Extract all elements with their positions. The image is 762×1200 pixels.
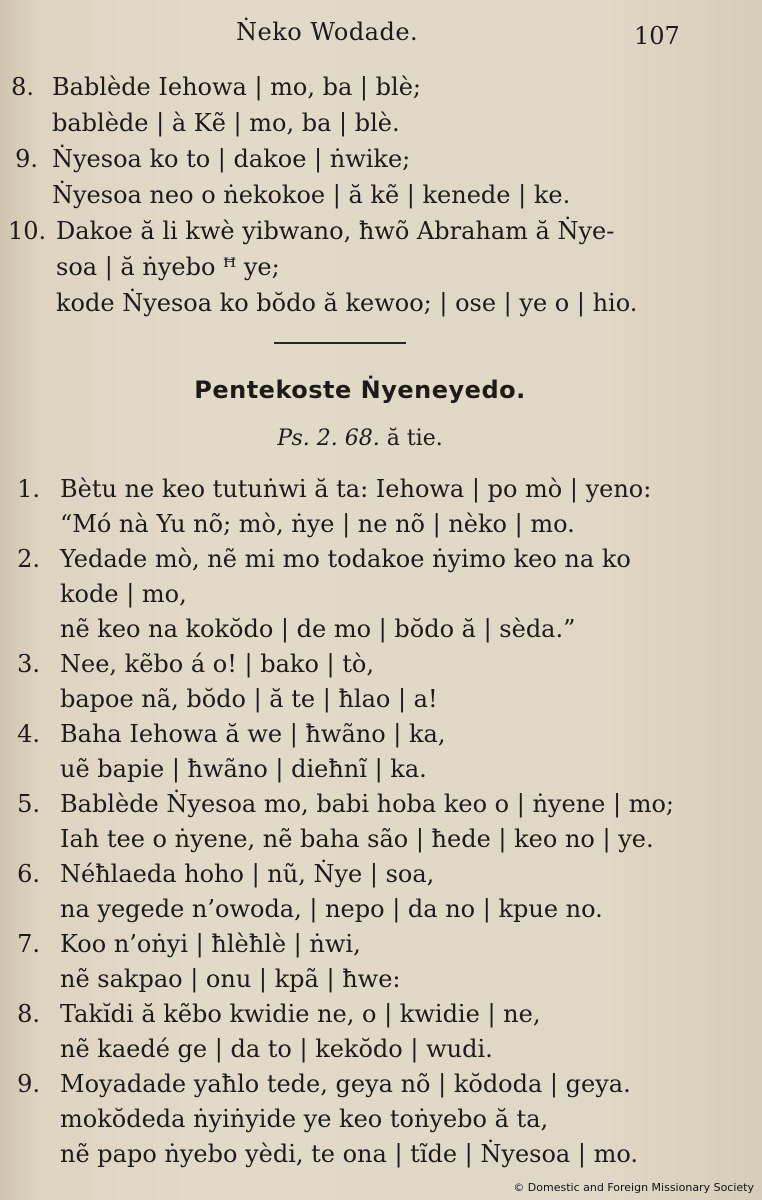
- verse-line: nẽ kaedé ge | da to | kekŏdo | wudi.: [60, 1035, 493, 1063]
- verse-line: Bablède Iehowa | mo, ba | blè;: [52, 73, 421, 101]
- verse-line: Koo n’oṅyi | ħlèħlè | ṅwi,: [60, 930, 361, 958]
- verse-number: 6.: [17, 860, 40, 888]
- verse-line: kode | mo,: [60, 580, 187, 608]
- verse-line: soa | ă ṅyebo ꟸ ye;: [56, 253, 280, 281]
- verse-number: 8.: [17, 1000, 40, 1028]
- verse-line: bablède | à Kẽ | mo, ba | blè.: [52, 109, 400, 137]
- verse-line: Dakoe ă li kwè yibwano, ħwõ Abraham ă Ṅye-: [56, 217, 615, 245]
- verse-line: Nee, kẽbo á o! | bako | tò,: [60, 650, 374, 678]
- verse-line: Moyadade yaħlo tede, geya nõ | kŏdoda | geya.: [60, 1070, 631, 1098]
- running-head-title: Ṅeko Wodade.: [236, 18, 419, 46]
- verse-line: Bètu ne keo tutuṅwi ă ta: Iehowa | po mò | yeno:: [60, 475, 652, 503]
- verse-line: nẽ keo na kokŏdo | de mo | bŏdo ă | sèda.”: [60, 615, 576, 643]
- verse-line: bapoe nã, bŏdo | ă te | ħlao | a!: [60, 685, 438, 713]
- verse-line: mokŏdeda ṅyiṅyide ye keo toṅyebo ă ta,: [60, 1105, 549, 1133]
- verse-number: 1.: [17, 475, 40, 503]
- page-number: 107: [634, 22, 680, 50]
- verse-line: “Mó nà Yu nõ; mò, ṅye | ne nõ | nèko | mo.: [60, 510, 575, 538]
- verse-number: 8.: [11, 73, 34, 101]
- copyright-notice: © Domestic and Foreign Missionary Society: [513, 1181, 754, 1194]
- verse-line: kode Ṅyesoa ko bŏdo ă kewoo; | ose | ye o | hio.: [56, 289, 638, 317]
- verse-line: Néħlaeda hoho | nũ, Ṅye | soa,: [60, 860, 435, 888]
- verse-number: 4.: [17, 720, 40, 748]
- verse-line: na yegede n’owoda, | nepo | da no | kpue no.: [60, 895, 603, 923]
- verse-line: Iah tee o ṅyene, nẽ baha são | ħede | keo no | ye.: [60, 825, 654, 853]
- verse-line: nẽ papo ṅyebo yèdi, te ona | tĩde | Ṅyesoa | mo.: [60, 1140, 638, 1168]
- section-title: Pentekoste Ṅyeneyedo.: [194, 376, 526, 404]
- verse-line: Bablède Ṅyesoa mo, babi hoba keo o | ṅyene | mo;: [60, 790, 674, 818]
- verse-number: 2.: [17, 545, 40, 573]
- verse-number: 10.: [8, 217, 47, 245]
- verse-line: Ṅyesoa neo o ṅekokoe | ă kẽ | kenede | ke.: [52, 181, 571, 209]
- verse-line: nẽ sakpao | onu | kpã | ħwe:: [60, 965, 401, 993]
- verse-line: Yedade mò, nẽ mi mo todakoe ṅyimo keo na ko: [60, 545, 631, 573]
- psalm-reference: Ps. 2. 68.: [277, 426, 380, 451]
- section-subtitle: [0, 426, 700, 451]
- verse-number: 3.: [17, 650, 40, 678]
- running-head: [0, 14, 762, 54]
- section-divider: [274, 342, 406, 344]
- verse-line: Ṅyesoa ko to | dakoe | ṅwike;: [52, 145, 411, 173]
- verse-number: 9.: [15, 145, 38, 173]
- verse-number: 7.: [17, 930, 40, 958]
- verse-line: uẽ bapie | ħwãno | dieħnĩ | ka.: [60, 755, 427, 783]
- verse-number: 5.: [17, 790, 40, 818]
- verse-number: 9.: [17, 1070, 40, 1098]
- verse-line: Baha Iehowa ă we | ħwãno | ka,: [60, 720, 446, 748]
- tune-note: ă tie.: [386, 426, 443, 451]
- verse-line: Takĭdi ă kẽbo kwidie ne, o | kwidie | ne,: [60, 1000, 541, 1028]
